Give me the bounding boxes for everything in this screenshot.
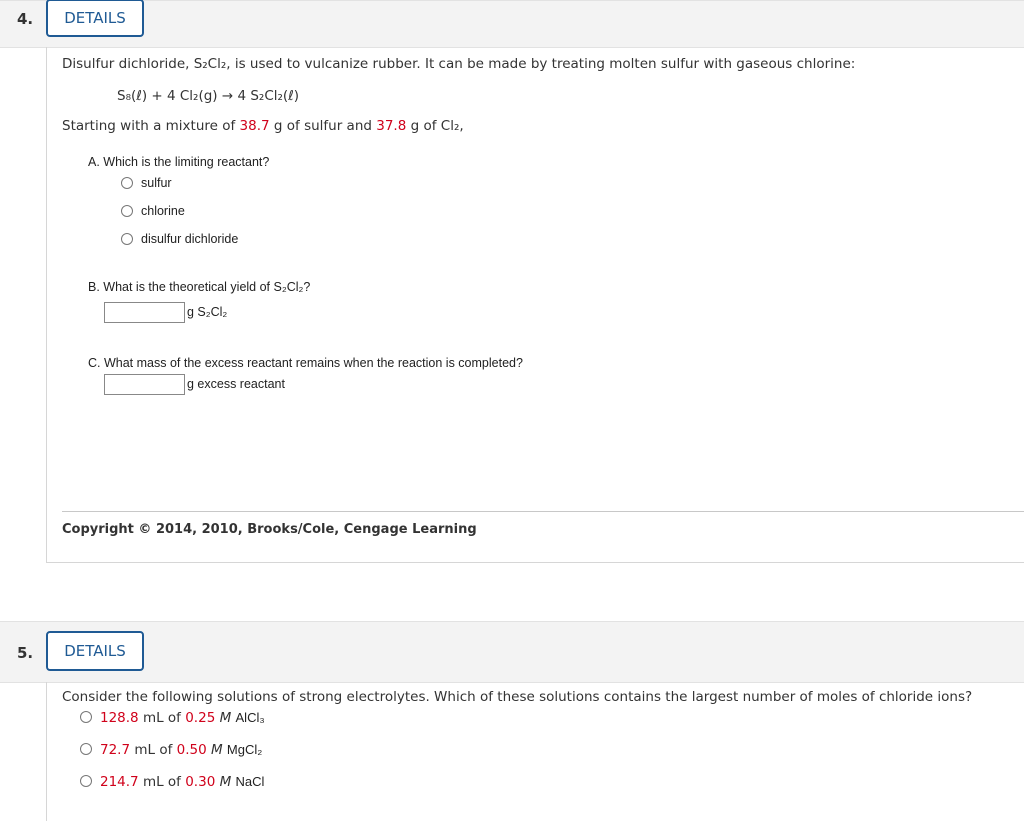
excess-reactant-input[interactable]: [104, 374, 185, 395]
sulfur-mass-value: 38.7: [239, 118, 270, 134]
details-button[interactable]: DETAILS: [46, 631, 144, 671]
question-5-header: [0, 621, 1024, 683]
volume-value: 128.8: [100, 710, 139, 726]
concentration-value: 0.50: [176, 742, 207, 758]
ml-of-text: mL of: [138, 710, 186, 726]
formula: NaCl: [235, 774, 265, 789]
radio-chlorine[interactable]: [121, 205, 133, 217]
option-chlorine-label: chlorine: [141, 204, 185, 218]
question-number: 4.: [17, 10, 34, 28]
chlorine-mass-value: 37.8: [376, 118, 407, 134]
molar-symbol: M: [206, 742, 227, 758]
starting-text-post: g of Cl₂,: [406, 118, 464, 134]
option-disulfur-dichloride-label: disulfur dichloride: [141, 232, 239, 246]
starting-text-mid: g of sulfur and: [269, 118, 377, 134]
molar-symbol: M: [215, 710, 236, 726]
theoretical-yield-unit: g S₂Cl₂: [187, 305, 228, 319]
volume-value: 214.7: [100, 774, 139, 790]
ml-of-text: mL of: [138, 774, 186, 790]
theoretical-yield-input[interactable]: [104, 302, 185, 323]
copyright-notice: Copyright © 2014, 2010, Brooks/Cole, Cengage Learning: [62, 522, 477, 537]
formula: MgCl₂: [226, 742, 263, 757]
volume-value: 72.7: [100, 742, 131, 758]
question-number: 5.: [17, 644, 34, 662]
starting-text-pre: Starting with a mixture of: [62, 118, 240, 134]
option-alcl3: [100, 710, 265, 726]
radio-disulfur-dichloride[interactable]: [121, 233, 133, 245]
option-sulfur-label: sulfur: [141, 176, 172, 190]
part-b-question: B. What is the theoretical yield of S₂Cl₂?: [88, 280, 311, 294]
radio-mgcl2[interactable]: [80, 743, 92, 755]
question-4-header: [0, 0, 1024, 48]
concentration-value: 0.25: [185, 710, 216, 726]
molar-symbol: M: [215, 774, 236, 790]
option-nacl: [100, 774, 264, 790]
formula: AlCl₃: [235, 710, 265, 725]
option-mgcl2: [100, 742, 262, 758]
concentration-value: 0.30: [185, 774, 216, 790]
question-5-text: Consider the following solutions of strong electrolytes. Which of these solutions contains the largest number of moles of chloride ions?: [62, 689, 973, 705]
part-a-question: A. Which is the limiting reactant?: [88, 155, 270, 169]
divider: [62, 511, 1024, 512]
details-button[interactable]: DETAILS: [46, 0, 144, 37]
excess-reactant-unit: g excess reactant: [187, 377, 285, 391]
part-c-question: C. What mass of the excess reactant remains when the reaction is completed?: [88, 356, 523, 370]
radio-nacl[interactable]: [80, 775, 92, 787]
reaction-equation: S₈(ℓ) + 4 Cl₂(g) → 4 S₂Cl₂(ℓ): [117, 88, 300, 104]
starting-mixture: [62, 118, 464, 134]
question-intro: Disulfur dichloride, S₂Cl₂, is used to vulcanize rubber. It can be made by treating molten sulfur with gaseous chlorine:: [62, 56, 856, 72]
ml-of-text: mL of: [130, 742, 177, 758]
radio-sulfur[interactable]: [121, 177, 133, 189]
radio-alcl3[interactable]: [80, 711, 92, 723]
